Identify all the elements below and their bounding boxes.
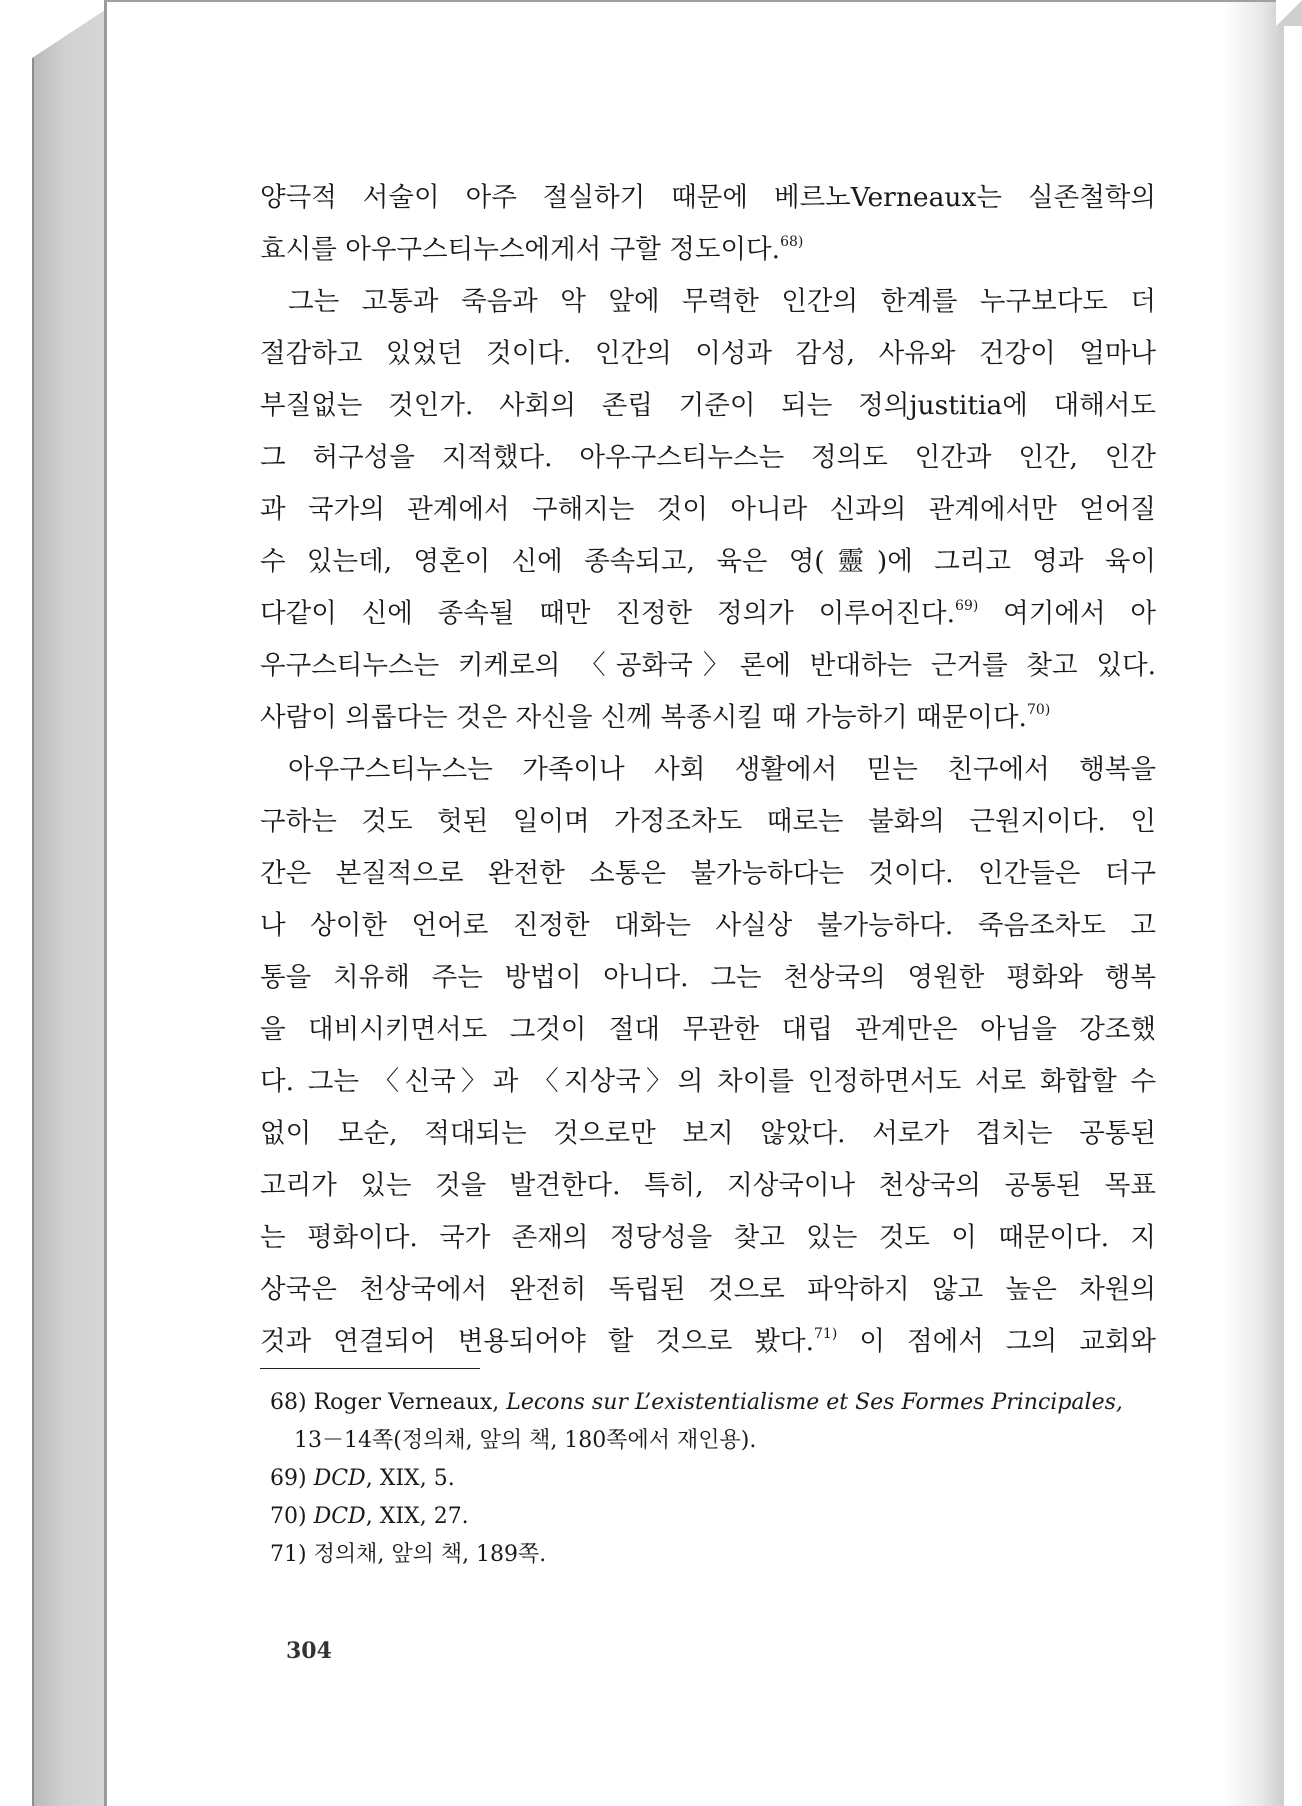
- line-text-tail: 여기에서 아: [978, 598, 1157, 629]
- footnote-ref-69[interactable]: 69): [955, 598, 979, 614]
- footnote-title: Lecons sur L’existentialisme et Ses Formes Principales,: [506, 1390, 1123, 1415]
- text-line: 과 국가의 관계에서 구해지는 것이 아니라 신과의 관계에서만 얻어질: [260, 494, 1156, 525]
- line-text: 것과 연결되어 변용되어야 할 것으로 봤다.: [260, 1326, 814, 1357]
- text-line: [260, 692, 1156, 744]
- text-line: [260, 1316, 1156, 1368]
- text-line: 절감하고 있었던 것이다. 인간의 이성과 감성, 사유와 건강이 얼마나: [260, 338, 1156, 369]
- footnote-text: 정의채, 앞의 책, 189쪽.: [313, 1542, 547, 1567]
- text-line: [260, 224, 1156, 276]
- line-text: 효시를 아우구스티누스에게서 구할 정도이다.: [260, 234, 781, 265]
- footnote-text: , XIX, 5.: [365, 1466, 455, 1491]
- text-line: 양극적 서술이 아주 절실하기 때문에 베르노Verneaux는 실존철학의: [260, 182, 1156, 213]
- body-text: [260, 172, 1156, 1368]
- text-line: 을 대비시키면서도 그것이 절대 무관한 대립 관계만은 아님을 강조했: [260, 1014, 1156, 1045]
- text-line: [260, 588, 1156, 640]
- text-line: 는 평화이다. 국가 존재의 정당성을 찾고 있는 것도 이 때문이다. 지: [260, 1222, 1156, 1253]
- text-line: 그 허구성을 지적했다. 아우구스티누스는 정의도 인간과 인간, 인간: [260, 442, 1156, 473]
- footnote-71: [270, 1536, 1150, 1574]
- footnote-author: Roger Verneaux,: [313, 1390, 507, 1415]
- text-line: 고리가 있는 것을 발견한다. 특히, 지상국이나 천상국의 공통된 목표: [260, 1170, 1156, 1201]
- footnote-number: 71): [270, 1542, 307, 1567]
- text-line: 아우구스티누스는 가족이나 사회 생활에서 믿는 친구에서 행복을: [288, 754, 1156, 785]
- text-line: 통을 치유해 주는 방법이 아니다. 그는 천상국의 영원한 평화와 행복: [260, 962, 1156, 993]
- footnote-68: [270, 1384, 1150, 1460]
- footnote-70: [270, 1498, 1150, 1536]
- text-line: 다. 그는 〈신국〉과 〈지상국〉의 차이를 인정하면서도 서로 화합할 수: [260, 1066, 1156, 1097]
- text-line: 수 있는데, 영혼이 신에 종속되고, 육은 영(靈)에 그리고 영과 육이: [260, 546, 1156, 577]
- footnote-ref-68[interactable]: 68): [780, 234, 804, 250]
- book-spine-edge: [32, 8, 108, 1806]
- page-corner-fold: [1276, 0, 1302, 26]
- line-text: 다같이 신에 종속될 때만 진정한 정의가 이루어진다.: [260, 598, 956, 629]
- footnote-number: 68): [270, 1390, 307, 1415]
- text-line: 상국은 천상국에서 완전히 독립된 것으로 파악하지 않고 높은 차원의: [260, 1274, 1156, 1305]
- line-text: 사람이 의롭다는 것은 자신을 신께 복종시킬 때 가능하기 때문이다.: [260, 702, 1027, 733]
- book-spine-line: [32, 58, 34, 1806]
- text-line: 구하는 것도 헛된 일이며 가정조차도 때로는 불화의 근원지이다. 인: [260, 806, 1156, 837]
- page-number: 304: [286, 1638, 332, 1664]
- footnote-divider: [260, 1368, 480, 1369]
- footnote-ref-71[interactable]: 71): [814, 1326, 838, 1342]
- footnote-ref-70[interactable]: 70): [1027, 702, 1051, 718]
- text-line: 나 상이한 언어로 진정한 대화는 사실상 불가능하다. 죽음조차도 고: [260, 910, 1156, 941]
- footnote-title: DCD: [313, 1466, 366, 1491]
- text-line: 우구스티누스는 키케로의 〈공화국〉론에 반대하는 근거를 찾고 있다.: [260, 650, 1156, 681]
- text-line: 없이 모순, 적대되는 것으로만 보지 않았다. 서로가 겹치는 공통된: [260, 1118, 1156, 1149]
- footnote-title: DCD: [313, 1504, 366, 1529]
- footnote-number: 70): [270, 1504, 307, 1529]
- footnotes: [270, 1384, 1150, 1574]
- text-line: 그는 고통과 죽음과 악 앞에 무력한 인간의 한계를 누구보다도 더: [288, 286, 1156, 317]
- text-line: 부질없는 것인가. 사회의 존립 기준이 되는 정의justitia에 대해서도: [260, 390, 1156, 421]
- footnote-69: [270, 1460, 1150, 1498]
- line-text-tail: 이 점에서 그의 교회와: [837, 1326, 1156, 1357]
- text-line: 간은 본질적으로 완전한 소통은 불가능하다는 것이다. 인간들은 더구: [260, 858, 1156, 889]
- page-shadow: [1224, 2, 1284, 1806]
- footnote-number: 69): [270, 1466, 307, 1491]
- footnote-continuation: 13－14쪽(정의채, 앞의 책, 180쪽에서 재인용).: [294, 1428, 757, 1453]
- footnote-text: , XIX, 27.: [365, 1504, 469, 1529]
